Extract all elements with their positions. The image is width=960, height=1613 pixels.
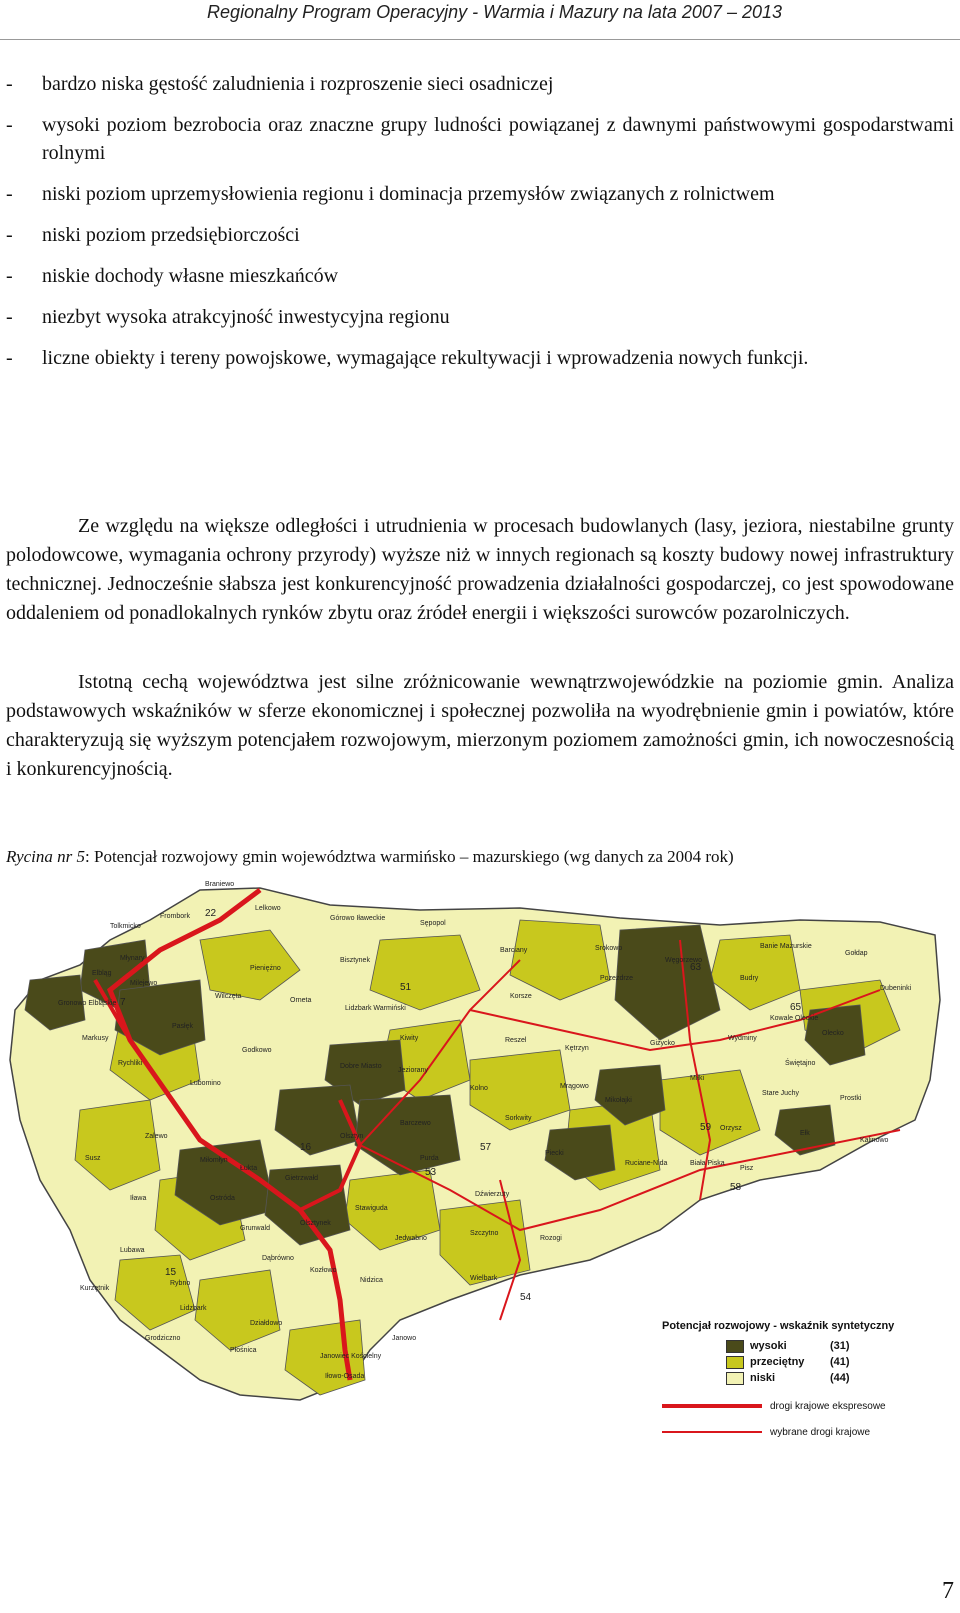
place-name: Lubomino: [190, 1080, 221, 1087]
place-name: Młynary: [120, 955, 145, 962]
place-name: Olsztynek: [300, 1220, 331, 1227]
place-name: Bisztynek: [340, 957, 370, 964]
place-name: Biała Piska: [690, 1160, 725, 1167]
place-name: Gołdap: [845, 950, 868, 957]
header-divider: [0, 39, 960, 40]
road-number: 53: [425, 1167, 437, 1178]
road-number: 65: [790, 1002, 802, 1013]
legend-swatch-low: [726, 1372, 744, 1385]
road-number: 22: [205, 908, 217, 919]
caption-label: Rycina nr 5: [6, 847, 86, 866]
place-name: Korsze: [510, 993, 532, 1000]
map-legend: [662, 1320, 922, 1442]
legend-road-row: drogi krajowe ekspresowe: [662, 1396, 922, 1416]
place-name: Mikołajki: [605, 1097, 632, 1104]
list-item: - niski poziom uprzemysłowienia regionu i dominacja przemysłów związanych z rolnictwem: [6, 183, 775, 205]
place-name: Janowo: [392, 1335, 417, 1342]
place-name: Piecki: [545, 1150, 564, 1157]
place-name: Susz: [85, 1155, 101, 1162]
place-name: Barciany: [500, 947, 528, 954]
road-number: 63: [690, 962, 702, 973]
place-name: Węgorzewo: [665, 957, 702, 964]
expressway-line-icon: [662, 1404, 762, 1408]
place-name: Wielbark: [470, 1275, 498, 1282]
place-name: Szczytno: [470, 1230, 499, 1237]
place-name: Kowale Oleckie: [770, 1015, 819, 1022]
place-name: Sorkwity: [505, 1115, 532, 1122]
list-item: - liczne obiekty i tereny powojskowe, wymagające rekultywacji i wprowadzenia nowych funkcji.: [6, 347, 809, 369]
place-name: Markusy: [82, 1035, 109, 1042]
list-item: - bardzo niska gęstość zaludnienia i rozproszenie sieci osadniczej: [6, 73, 554, 95]
list-item: - niezbyt wysoka atrakcyjność inwestycyjna regionu: [6, 306, 450, 328]
place-name: Stare Juchy: [762, 1090, 799, 1097]
place-name: Gietrzwałd: [285, 1175, 319, 1182]
place-name: Orzysz: [720, 1125, 742, 1132]
page-number: 7: [942, 1578, 954, 1604]
road-number: 51: [400, 982, 412, 993]
place-name: Łukta: [240, 1165, 258, 1172]
legend-road-row: wybrane drogi krajowe: [662, 1422, 922, 1442]
place-name: Kurzętnik: [80, 1285, 110, 1292]
place-name: Dobre Miasto: [340, 1063, 382, 1070]
road-number: 16: [300, 1142, 312, 1153]
place-name: Wilczęta: [215, 993, 242, 1000]
place-name: Kalinowo: [860, 1137, 889, 1144]
place-name: Mrągowo: [560, 1083, 589, 1090]
road-number: 57: [480, 1142, 492, 1153]
legend-row: przeciętny (41): [726, 1354, 922, 1370]
place-name: Miłki: [690, 1075, 704, 1082]
place-name: Reszel: [505, 1037, 527, 1044]
legend-swatch-high: [726, 1340, 744, 1353]
caption-text: : Potencjał rozwojowy gmin województwa warmińsko – mazurskiego (wg danych za 2004 rok): [85, 847, 734, 866]
list-item: - niskie dochody własne mieszkańców: [6, 265, 339, 287]
page-header: [0, 0, 960, 26]
national-road-line-icon: [662, 1431, 762, 1433]
place-name: Grunwald: [240, 1225, 270, 1232]
place-name: Lidzbark Warmiński: [345, 1005, 406, 1012]
place-name: Jeziorany: [398, 1067, 428, 1074]
place-name: Gronowo Elbląskie: [58, 1000, 117, 1007]
place-name: Miłomłyn: [200, 1157, 228, 1164]
place-name: Lelkowo: [255, 905, 281, 912]
place-name: Lidzbark: [180, 1305, 207, 1312]
place-name: Pisz: [740, 1165, 754, 1172]
place-name: Pozezdrze: [600, 975, 634, 982]
place-name: Płośnica: [230, 1347, 257, 1354]
place-name: Barczewo: [400, 1120, 431, 1127]
place-name: Dubeninki: [880, 985, 912, 992]
place-name: Orneta: [290, 997, 312, 1004]
place-name: Prostki: [840, 1095, 862, 1102]
place-name: Zalewo: [145, 1133, 168, 1140]
place-name: Frombork: [160, 913, 190, 920]
road-number: 58: [730, 1182, 742, 1193]
place-name: Elbląg: [92, 970, 112, 977]
figure-caption: [6, 847, 734, 867]
place-name: Świętajno: [785, 1060, 816, 1067]
place-name: Janowiec Kościelny: [320, 1353, 382, 1360]
place-name: Godkowo: [242, 1047, 272, 1054]
place-name: Górowo Iławeckie: [330, 915, 386, 922]
place-name: Dźwierzuty: [475, 1191, 510, 1198]
list-item: - niski poziom przedsiębiorczości: [6, 224, 300, 246]
place-name: Srokowo: [595, 945, 623, 952]
place-name: Kiwity: [400, 1035, 419, 1042]
place-name: Budry: [740, 975, 759, 982]
bullet-list: [6, 70, 954, 385]
place-name: Stawiguda: [355, 1205, 388, 1212]
place-name: Giżycko: [650, 1040, 675, 1047]
place-name: Sępopol: [420, 920, 446, 927]
legend-heading: Potencjał rozwojowy - wskaźnik syntetyczny: [662, 1320, 895, 1332]
place-name: Braniewo: [205, 881, 235, 888]
header-title: Regionalny Program Operacyjny - Warmia i Mazury na lata 2007 – 2013: [207, 2, 782, 22]
road-number: 15: [165, 1267, 177, 1278]
place-name: Kozłowo: [310, 1267, 337, 1274]
place-name: Jedwabno: [395, 1235, 427, 1242]
place-name: Rychliki: [118, 1060, 143, 1067]
place-name: Pasłęk: [172, 1023, 194, 1030]
place-name: Nidzica: [360, 1277, 383, 1284]
place-name: Kolno: [470, 1085, 488, 1092]
place-name: Tolkmicko: [110, 923, 141, 930]
place-name: Lubawa: [120, 1247, 145, 1254]
legend-row: niski (44): [726, 1370, 922, 1386]
place-name: Olecko: [822, 1030, 844, 1037]
road-number: 54: [520, 1292, 532, 1303]
place-name: Grodziczno: [145, 1335, 181, 1342]
place-name: Iłowo-Osada: [325, 1373, 365, 1380]
road-number: 7: [120, 997, 126, 1008]
place-name: Iława: [130, 1195, 147, 1202]
place-name: Ruciane-Nida: [625, 1160, 668, 1167]
place-name: Banie Mazurskie: [760, 943, 812, 950]
place-name: Ostróda: [210, 1195, 235, 1202]
road-number: 59: [700, 1122, 712, 1133]
place-name: Wydminy: [728, 1035, 757, 1042]
place-name: Działdowo: [250, 1320, 283, 1327]
place-name: Purda: [420, 1155, 439, 1162]
legend-swatch-medium: [726, 1356, 744, 1369]
place-name: Ełk: [800, 1130, 810, 1137]
place-name: Rozogi: [540, 1235, 562, 1242]
place-name: Rybno: [170, 1280, 191, 1287]
place-name: Kętrzyn: [565, 1045, 589, 1052]
place-name: Olsztyn: [340, 1133, 364, 1140]
legend-row: wysoki (31): [726, 1338, 922, 1354]
place-name: Milejewo: [130, 980, 158, 987]
list-item: - wysoki poziom bezrobocia oraz znaczne grupy ludności powiązanej z dawnymi państwowymi gospodarstwami rolnymi: [6, 114, 954, 164]
paragraph: Ze względu na większe odległości i utrudnienia w procesach budowlanych (lasy, jeziora, niestabilne grunty polodowcowe, wymagania ochrony przyrody) wyższe niż w innych regionach są koszty budowy nowej infrastruktury technicznej. Jednocześnie słabsza jest konkurencyjność prowadzenia działalności gospodarczej, co jest spowodowane oddaleniem od ponadlokalnych rynków zbytu oraz źródeł energii i większości surowców pozarolniczych.: [6, 515, 954, 624]
place-name: Pieniężno: [250, 965, 281, 972]
paragraph: Istotną cechą województwa jest silne zróżnicowanie wewnątrzwojewódzkie na poziomie gmin. Analiza podstawowych wskaźników w sferze ekonomicznej i społecznej pozwoliła na wyodrębnienie gmin i powiatów, które charakteryzują się wyższym potencjałem rozwojowym, mierzonym poziomem zamożności gmin, ich nowoczesnością i konkurencyjnością.: [6, 671, 954, 780]
place-name: Dąbrówno: [262, 1255, 294, 1262]
